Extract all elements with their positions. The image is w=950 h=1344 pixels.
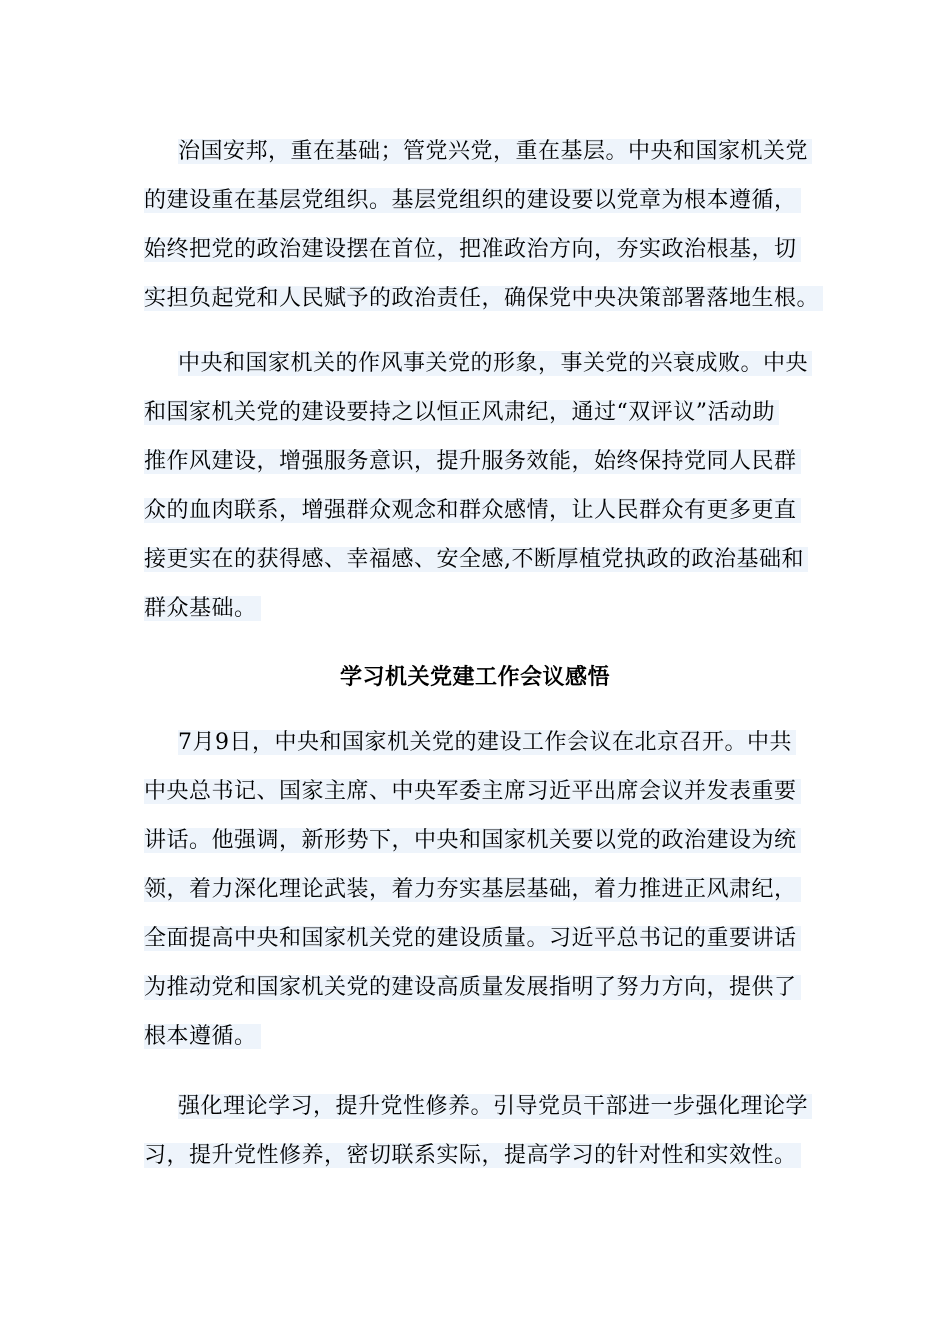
text-line: 始终把党的政治建设摆在首位，把准政治方向，夯实政治根基，切 xyxy=(144,225,814,274)
text-line: 的建设重在基层党组织。基层党组织的建设要以党章为根本遵循， xyxy=(144,176,814,225)
text-line: 全面提高中央和国家机关党的建设质量。习近平总书记的重要讲话 xyxy=(144,914,814,963)
text-line: 中央和国家机关的作风事关党的形象，事关党的兴衰成败。中央 xyxy=(144,339,814,388)
paragraph-1 xyxy=(144,127,820,323)
text-line: 习，提升党性修养，密切联系实际，提高学习的针对性和实效性。 xyxy=(144,1131,814,1180)
text-line: 和国家机关党的建设要持之以恒正风肃纪，通过“双评议”活动助 xyxy=(144,388,814,437)
text-line: 治国安邦，重在基础；管党兴党，重在基层。中央和国家机关党 xyxy=(144,127,814,176)
text-line: 强化理论学习，提升党性修养。引导党员干部进一步强化理论学 xyxy=(144,1082,814,1131)
text-line: 根本遵循。 xyxy=(144,1012,814,1061)
text-line: 7月9日，中央和国家机关党的建设工作会议在北京召开。中共 xyxy=(144,718,814,767)
text-line: 领，着力深化理论武装，着力夯实基层基础，着力推进正风肃纪， xyxy=(144,865,814,914)
text-line: 实担负起党和人民赋予的政治责任，确保党中央决策部署落地生根。 xyxy=(144,274,814,323)
text-line: 为推动党和国家机关党的建设高质量发展指明了努力方向，提供了 xyxy=(144,963,814,1012)
text-line: 众的血肉联系，增强群众观念和群众感情，让人民群众有更多更直 xyxy=(144,486,814,535)
text-line: 中央总书记、国家主席、中央军委主席习近平出席会议并发表重要 xyxy=(144,767,814,816)
text-line: 接更实在的获得感、幸福感、安全感,不断厚植党执政的政治基础和 xyxy=(144,535,814,584)
paragraph-2 xyxy=(144,339,814,633)
text-line: 讲话。他强调，新形势下，中央和国家机关要以党的政治建设为统 xyxy=(144,816,814,865)
text-line: 推作风建设，增强服务意识，提升服务效能，始终保持党同人民群 xyxy=(144,437,814,486)
section-heading: 学习机关党建工作会议感悟 xyxy=(339,664,610,690)
paragraph-4 xyxy=(144,1082,814,1180)
paragraph-3 xyxy=(144,718,814,1061)
text-line: 群众基础。 xyxy=(144,584,814,633)
